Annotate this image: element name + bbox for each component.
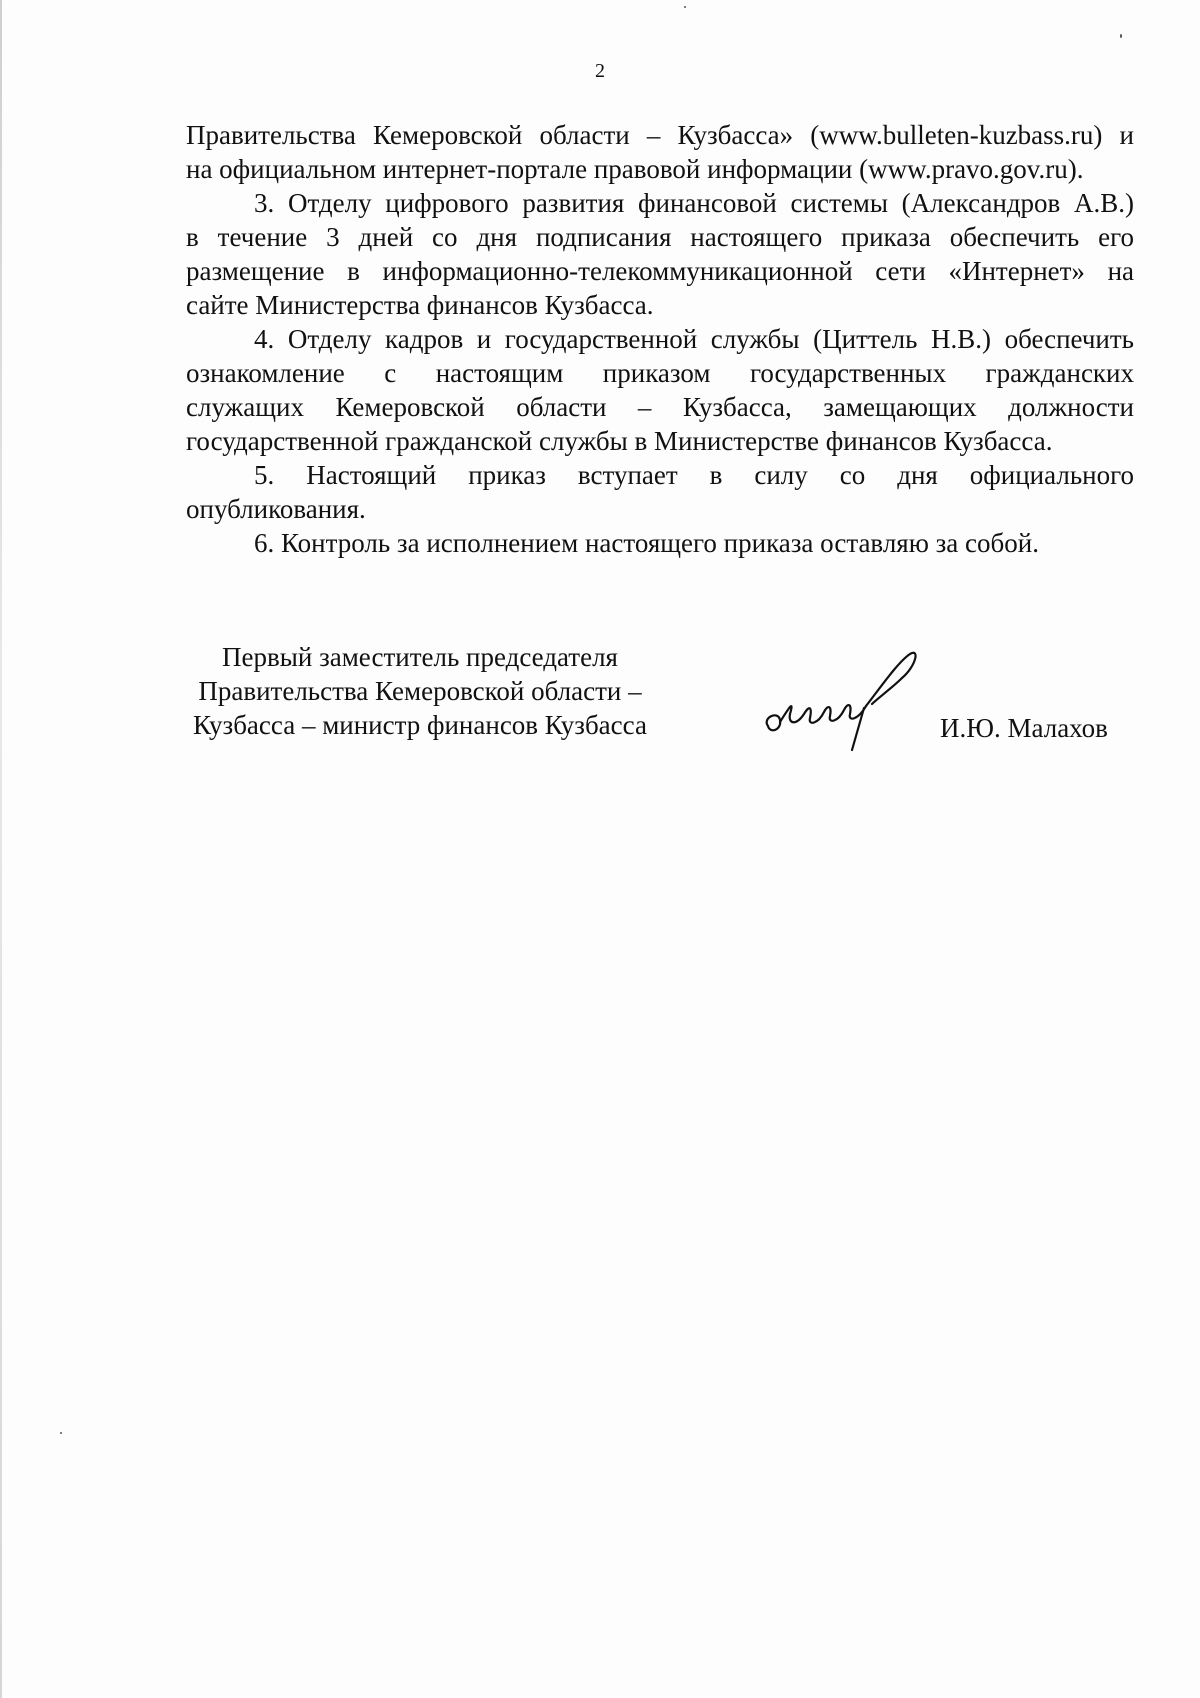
scan-edge-mark	[0, 0, 2, 1698]
paragraph-line: на официальном интернет-портале правовой информации (www.pravo.gov.ru).	[186, 154, 1084, 184]
paragraph-line: ознакомление с настоящим приказом государственных гражданских	[186, 358, 1134, 388]
paragraph-line: государственной гражданской службы в Министерстве финансов Кузбасса.	[186, 426, 1053, 456]
paragraph-line: в течение 3 дней со дня подписания настоящего приказа обеспечить его	[186, 222, 1134, 252]
paragraph-line: размещение в информационно-телекоммуникационной сети «Интернет» на	[186, 256, 1134, 286]
signatory-title	[160, 640, 680, 742]
scan-speck	[60, 1432, 62, 1434]
signatory-title-line: Кузбасса – министр финансов Кузбасса	[193, 710, 647, 740]
paragraph-line: опубликования.	[186, 494, 366, 524]
signatory-title-line: Правительства Кемеровской области –	[198, 676, 642, 706]
document-body	[186, 118, 1134, 560]
paragraph-line: служащих Кемеровской области – Кузбасса, замещающих должности	[186, 392, 1134, 422]
handwritten-signature	[760, 648, 930, 758]
signatory-name: И.Ю. Малахов	[940, 713, 1108, 743]
paragraph-line: 6. Контроль за исполнением настоящего приказа оставляю за собой.	[254, 528, 1039, 558]
paragraph-line: сайте Министерства финансов Кузбасса.	[186, 290, 654, 320]
page-number: 2	[595, 60, 605, 82]
paragraph-line: 4. Отделу кадров и государственной службы (Циттель Н.В.) обеспечить	[254, 324, 1134, 354]
paragraph-line: 5. Настоящий приказ вступает в силу со дня официального	[254, 460, 1134, 490]
scan-speck	[684, 6, 686, 8]
signatory-title-line: Первый заместитель председателя	[222, 642, 618, 672]
paragraph-line: 3. Отделу цифрового развития финансовой системы (Александров А.В.)	[254, 188, 1134, 218]
paragraph-line: Правительства Кемеровской области – Кузбасса» (www.bulleten-kuzbass.ru) и	[186, 120, 1134, 150]
scan-speck	[1120, 34, 1122, 38]
